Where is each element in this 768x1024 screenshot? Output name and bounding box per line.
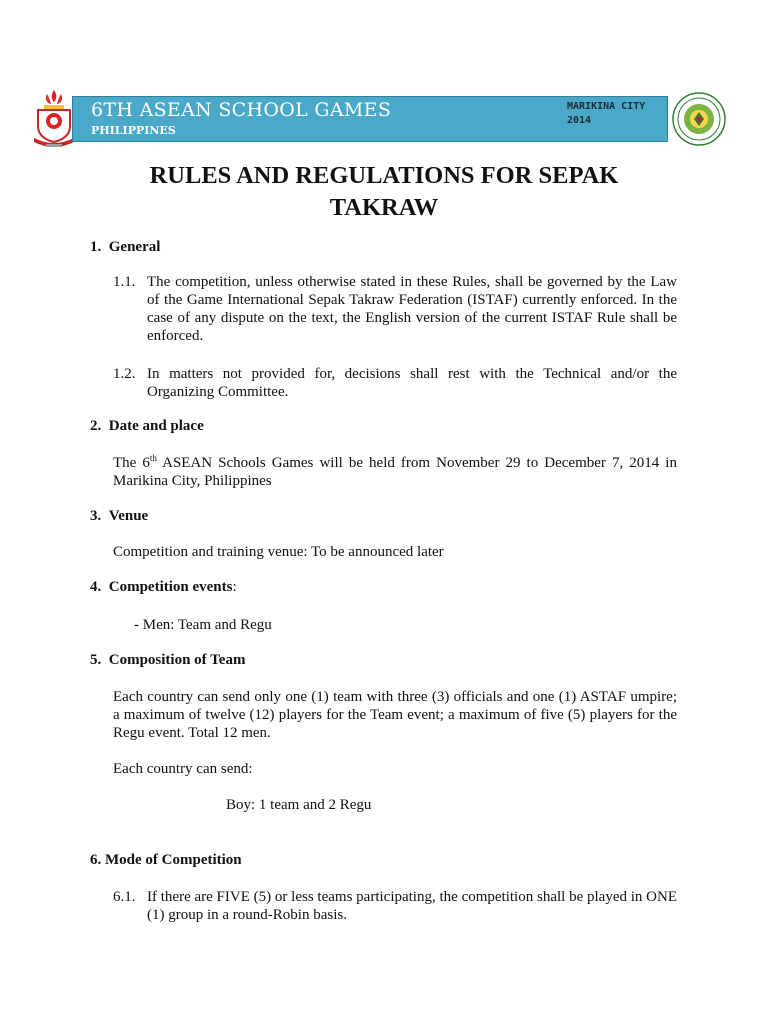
events-item: - Men: Team and Regu	[134, 617, 272, 633]
item-number: 6.1.	[113, 889, 136, 905]
marikina-city-seal	[672, 92, 726, 146]
section-number: 3.	[90, 508, 102, 524]
section-venue-heading	[90, 508, 148, 525]
venue-paragraph: Competition and training venue: To be announced later	[113, 544, 444, 560]
team-item: Boy: 1 team and 2 Regu	[226, 797, 372, 813]
section-number: 5.	[90, 652, 102, 668]
date-text-b: ASEAN Schools Games will be held from November 29 to December 7, 2014 in Marikina City, Philippines	[113, 455, 677, 489]
banner-title: 6TH ASEAN SCHOOL GAMES	[91, 99, 392, 121]
item-number: 1.1.	[113, 274, 136, 290]
item-number: 1.2.	[113, 366, 136, 382]
section-title: Competition events	[108, 579, 233, 595]
item-text: The competition, unless otherwise stated in these Rules, shall be governed by the Law of the Game International Sepak Takraw Federation (ISTAF) currently enforced. In the case of any dispute on the text, the English version of the current ISTAF Rule shall be enforced.	[147, 274, 677, 344]
section-title: Venue	[108, 508, 149, 524]
section-title: Composition of Team	[108, 652, 246, 668]
section-number: 2.	[90, 418, 102, 434]
banner-year: 2014	[567, 115, 592, 126]
date-paragraph	[113, 454, 677, 490]
header-banner	[72, 96, 668, 142]
title-line-1: RULES AND REGULATIONS FOR SEPAK	[149, 162, 619, 189]
banner-city-year	[567, 100, 645, 128]
item-6-1	[113, 888, 677, 924]
section-title: General	[108, 239, 161, 255]
section-title-colon: :	[232, 579, 237, 595]
banner-city: MARIKINA CITY	[567, 101, 646, 112]
banner-subtitle: PHILIPPINES	[91, 124, 176, 137]
page-title	[90, 160, 678, 224]
section-number: 4.	[90, 579, 102, 595]
section-events-heading	[90, 579, 237, 596]
section-mode-heading: 6. Mode of Competition	[90, 852, 242, 868]
date-text-sup: th	[149, 453, 157, 463]
section-date-heading	[90, 418, 204, 435]
section-team-heading	[90, 652, 245, 669]
section-number: 1.	[90, 239, 102, 255]
item-1-1	[113, 273, 677, 345]
item-text: If there are FIVE (5) or less teams participating, the competition shall be played in ONE (1) group in a round-Robin basis.	[147, 889, 677, 923]
date-text-a: The 6	[113, 455, 150, 471]
title-line-2: TAKRAW	[329, 194, 439, 221]
item-1-2	[113, 365, 677, 401]
section-title: Date and place	[108, 418, 204, 434]
section-general-heading	[90, 239, 160, 256]
asean-school-games-logo	[30, 88, 78, 150]
team-paragraph: Each country can send only one (1) team with three (3) officials and one (1) ASTAF umpire; a maximum of twelve (12) players for the Team event; a maximum of five (5) players for the Regu event. Total 12 men.	[113, 689, 677, 741]
team-paragraph-2: Each country can send:	[113, 761, 253, 777]
item-text: In matters not provided for, decisions shall rest with the Technical and/or the Organizing Committee.	[147, 366, 677, 400]
